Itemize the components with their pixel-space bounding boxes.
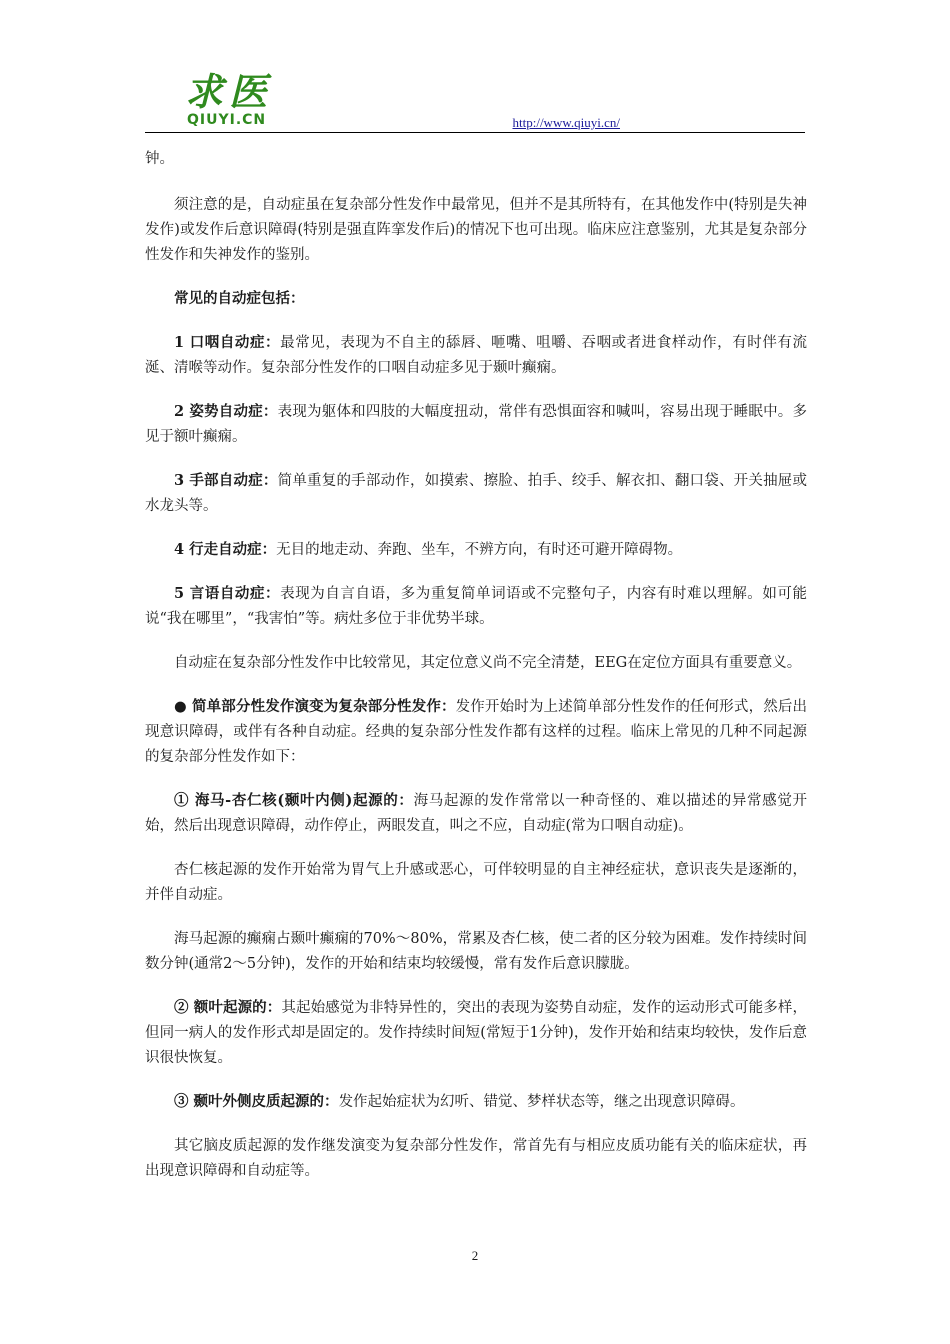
- qiuyi-logo: [185, 69, 335, 130]
- page-number: 2: [471, 1248, 479, 1263]
- numbered-paragraph: ① 海马-杏仁核(颞叶内侧)起源的：海马起源的发作常常以一种奇怪的、难以描述的异常感觉开始，然后出现意识障碍，动作停止，两眼发直，叫之不应，自动症(常为口咽自动症)。: [145, 792, 807, 834]
- logo-chinese-text: 求医: [185, 69, 274, 114]
- section-heading: 常见的自动症包括：: [174, 290, 305, 307]
- website-link[interactable]: http://www.qiuyi.cn/: [512, 115, 620, 130]
- numbered-paragraph: ③ 颞叶外侧皮质起源的：发作起始症状为幻听、错觉、梦样状态等，继之出现意识障碍。: [174, 1093, 745, 1110]
- logo-english-text: QIUYI.CN: [187, 112, 267, 128]
- paragraph: 须注意的是，自动症虽在复杂部分性发作中最常见，但并不是其所特有，在其他发作中(特别是失神发作)或发作后意识障碍(特别是强直阵挛发作后)的情况下也可出现。临床应注意鉴别，尤其是复杂部分性发作和失神发作的鉴别。: [145, 197, 807, 263]
- bullet-paragraph: ● 简单部分性发作演变为复杂部分性发作：发作开始时为上述简单部分性发作的任何形式，然后出现意识障碍，或伴有各种自动症。经典的复杂部分性发作都有这样的过程。临床上常见的几种不同起源的复杂部分性发作如下：: [145, 698, 808, 765]
- list-item: 1 口咽自动症：最常见，表现为不自主的舔唇、咂嘴、咀嚼、吞咽或者进食样动作，有时伴有流涎、清喉等动作。复杂部分性发作的口咽自动症多见于颞叶癫痫。: [145, 334, 807, 376]
- paragraph: 其它脑皮质起源的发作继发演变为复杂部分性发作，常首先有与相应皮质功能有关的临床症状，再出现意识障碍和自动症等。: [145, 1138, 807, 1179]
- paragraph: 杏仁核起源的发作开始常为胃气上升感或恶心，可伴较明显的自主神经症状，意识丧失是逐渐的，并伴自动症。: [145, 862, 807, 903]
- page-header: [145, 69, 805, 134]
- list-item: 2 姿势自动症：表现为躯体和四肢的大幅度扭动，常伴有恐惧面容和喊叫，容易出现于睡眠中。多见于额叶癫痫。: [145, 403, 808, 445]
- numbered-paragraph: ② 额叶起源的：其起始感觉为非特异性的，突出的表现为姿势自动症，发作的运动形式可能多样，但同一病人的发作形式却是固定的。发作持续时间短(常短于1分钟)，发作开始和结束均较快，发作后意识很快恢复。: [145, 999, 807, 1066]
- list-item: 3 手部自动症：简单重复的手部动作，如摸索、擦脸、拍手、绞手、解衣扣、翻口袋、开关抽屉或水龙头等。: [145, 472, 808, 514]
- document-body: [145, 146, 807, 1202]
- list-item: 5 言语自动症：表现为自言自语，多为重复简单词语或不完整句子，内容有时难以理解。如可能说“我在哪里”，“我害怕”等。病灶多位于非优势半球。: [145, 585, 807, 627]
- paragraph: 钟。: [145, 151, 174, 167]
- list-item: 4 行走自动症：无目的地走动、奔跑、坐车，不辨方向，有时还可避开障碍物。: [174, 541, 683, 558]
- header-divider: [145, 132, 805, 133]
- paragraph: 自动症在复杂部分性发作中比较常见，其定位意义尚不完全清楚，EEG在定位方面具有重要意义。: [174, 655, 802, 671]
- paragraph: 海马起源的癫痫占颞叶癫痫的70%～80%，常累及杏仁核，使二者的区分较为困难。发作持续时间数分钟(通常2～5分钟)，发作的开始和结束均较缓慢，常有发作后意识朦胧。: [145, 931, 807, 972]
